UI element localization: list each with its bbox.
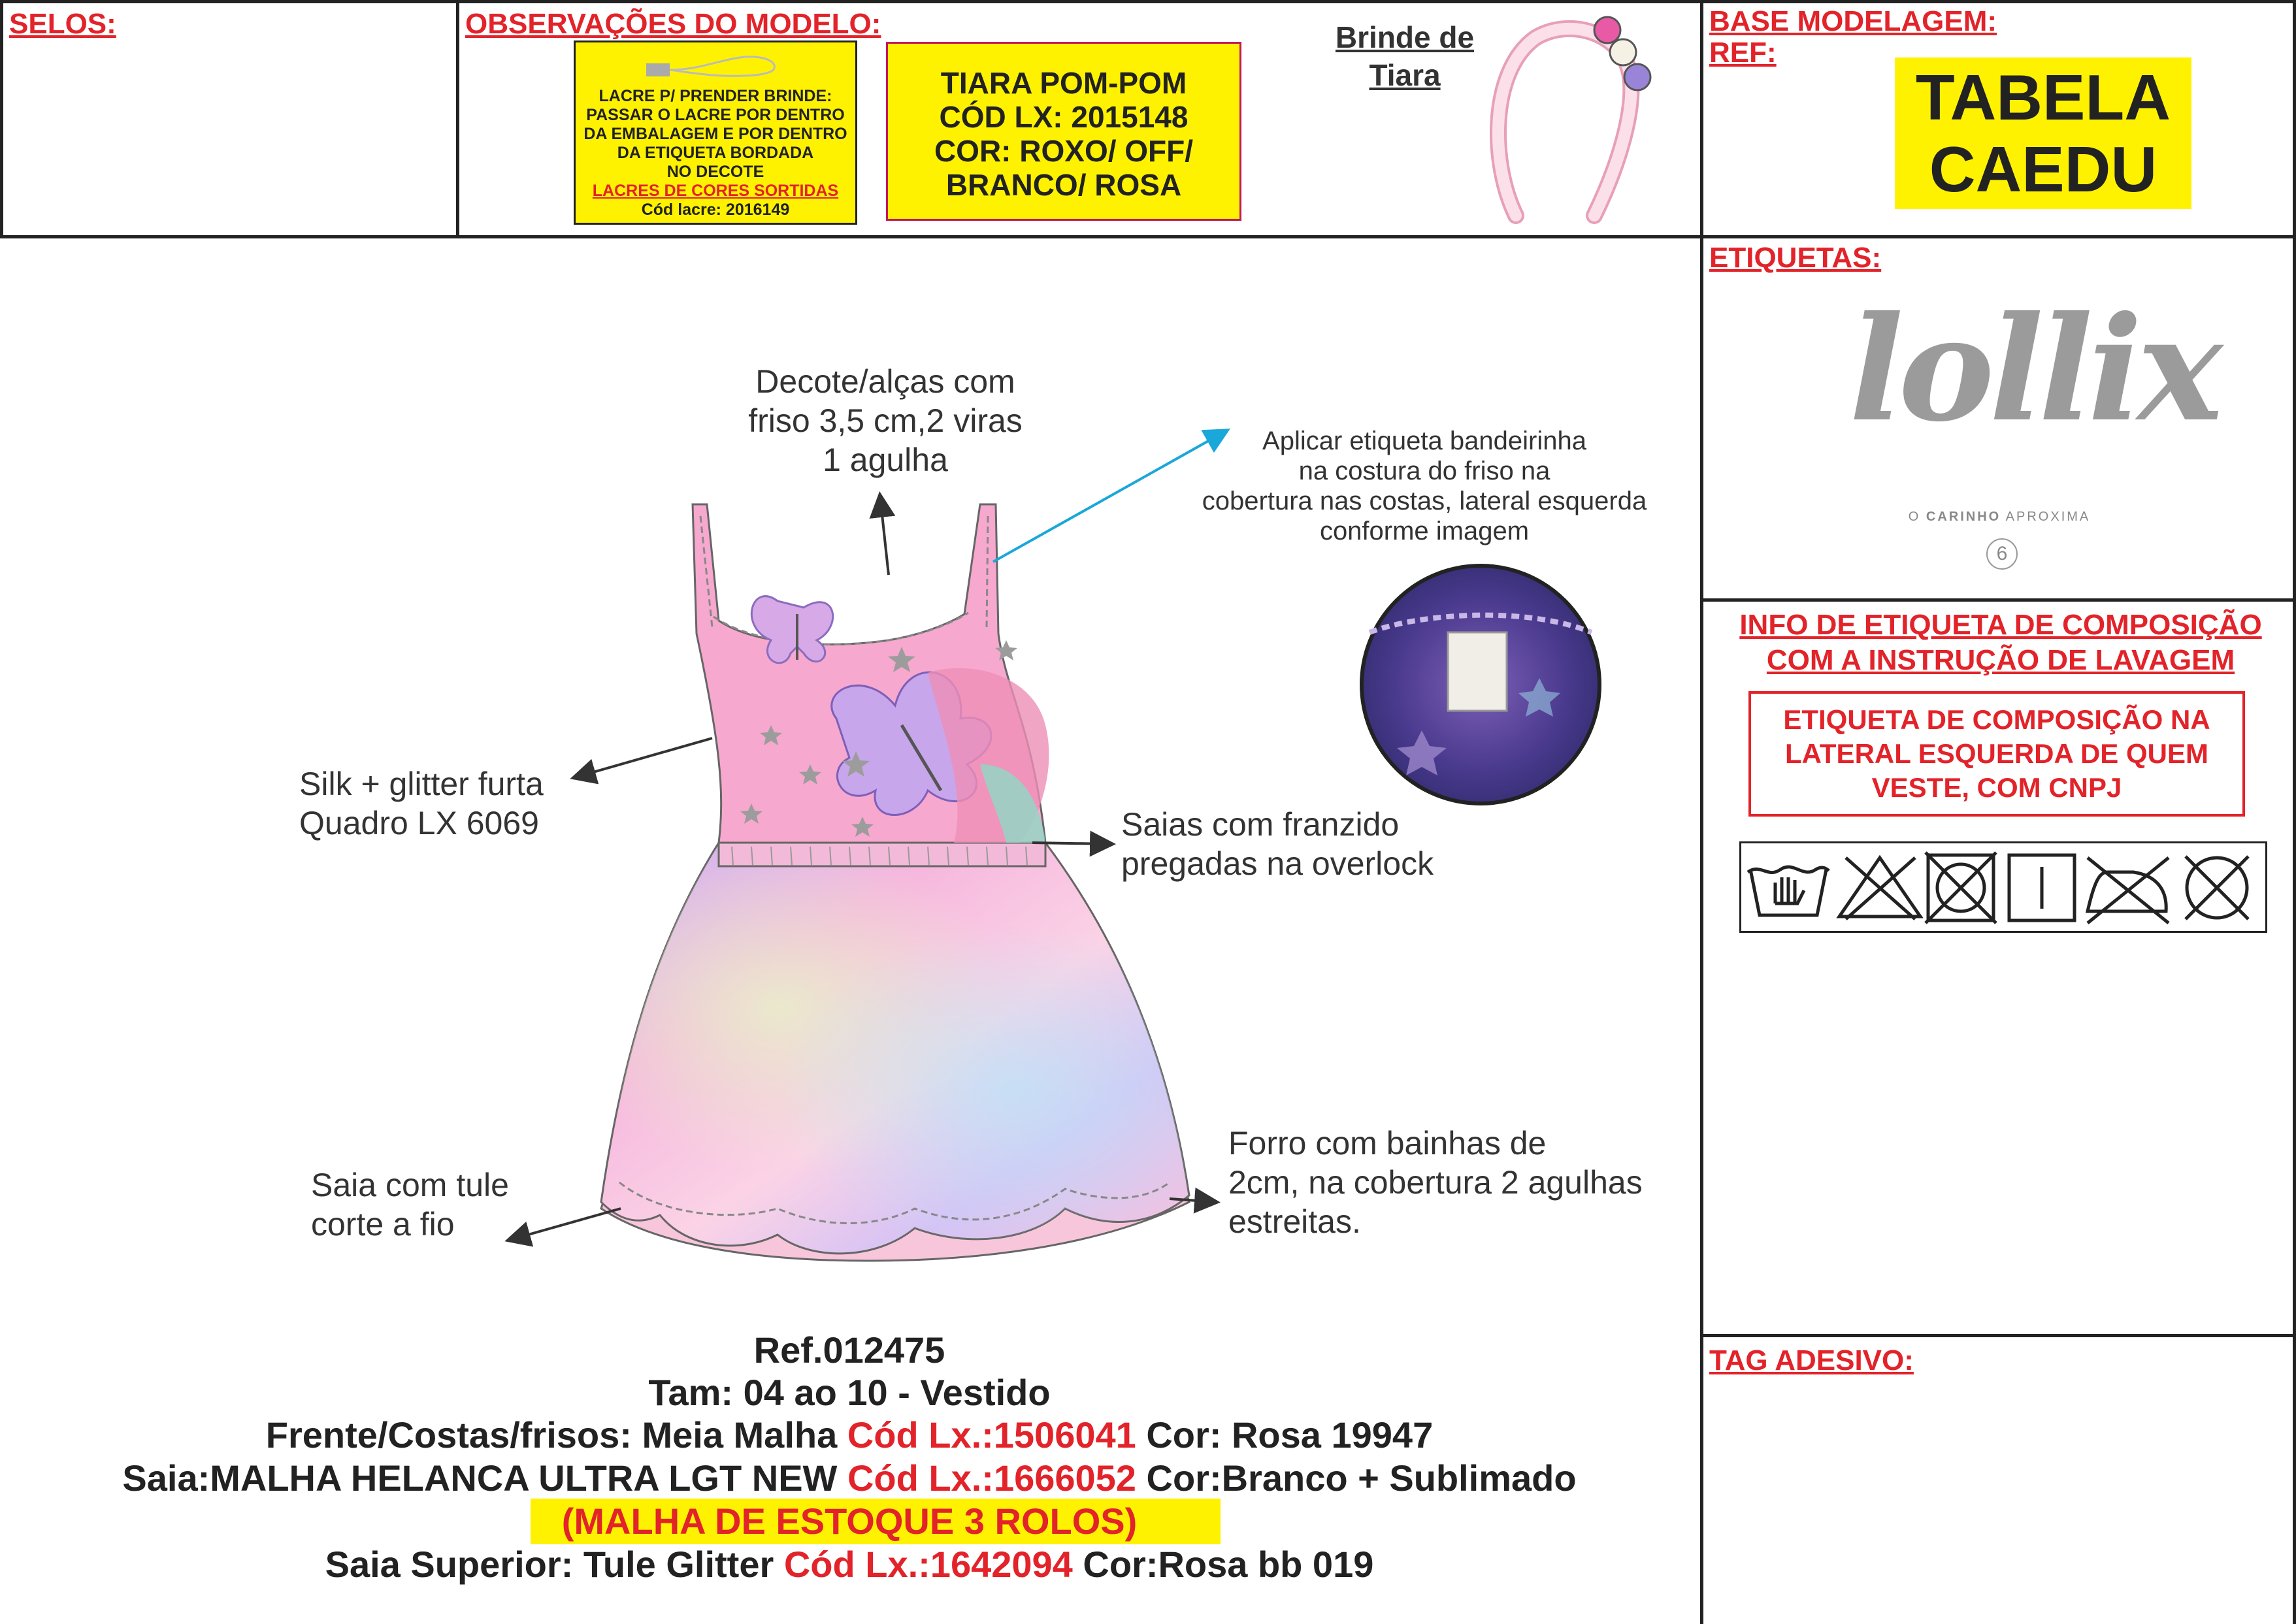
arrow-saias [1032,843,1111,844]
no-tumble-dry-icon [1926,853,1996,923]
note-silk: Silk + glitter furta Quadro LX 6069 [299,766,544,841]
tiara-line: BRANCO/ ROSA [945,168,1182,202]
spec-frente: Frente/Costas/frisos: Meia Malha Cód Lx.:1506041 Cor: Rosa 19947 [265,1414,1434,1455]
observacoes-label: OBSERVAÇÕES DO MODELO: [465,8,881,40]
lacre-line: DA EMBALAGEM E POR DENTRO [583,125,847,143]
composicao-line: ETIQUETA DE COMPOSIÇÃO NA [1783,704,2210,735]
spec-tam: Tam: 04 ao 10 - Vestido [648,1372,1051,1413]
sidebar-divider [1700,0,1703,1624]
composicao-line: VESTE, COM CNPJ [1871,772,2122,803]
lacre-line: PASSAR O LACRE POR DENTRO [586,106,845,124]
spec-estoque: (MALHA DE ESTOQUE 3 ROLOS) [561,1501,1138,1542]
care-symbols-strip [1739,841,2267,933]
tabela-line: CAEDU [1929,133,2157,205]
no-iron-icon [2088,858,2169,923]
brand-logo: lollix [1849,284,2218,453]
note-etiqueta: Aplicar etiqueta bandeirinha na costura do friso na cobertura nas costas, lateral esquerda conforme imagem [1202,427,1647,545]
composicao-box [1748,691,2245,817]
info-composicao-heading [1707,608,2295,678]
no-dry-clean-icon [2186,856,2248,919]
brinde-line: Tiara [1369,58,1441,92]
frame-right [2293,0,2296,1624]
no-bleach-icon [1839,858,1920,919]
arrow-silk [575,738,712,777]
arrow-forro [1170,1199,1215,1202]
tiara-line: TIARA POM-POM [940,66,1187,100]
note-forro: Forro com bainhas de 2cm, na cobertura 2 agulhas estreitas. [1228,1125,1643,1240]
etiquetas-label: ETIQUETAS: [1709,242,1882,274]
ref-label: REF: [1709,37,1777,69]
arrow-decote [880,496,889,575]
base-modelagem-label: BASE MODELAGEM: [1709,5,1997,37]
tag-adesivo-label: TAG ADESIVO: [1709,1344,1914,1376]
care-symbols [1741,843,2265,931]
note-saias: Saias com franzido pregadas na overlock [1121,806,1434,882]
lacre-line: NO DECOTE [666,163,764,181]
line-dry-icon [2009,855,2075,920]
info-line: COM A INSTRUÇÃO DE LAVAGEM [1766,644,2235,676]
lacre-line: LACRE P/ PRENDER BRINDE: [599,87,832,105]
lacre-sortidas: LACRES DE CORES SORTIDAS [592,182,839,200]
tabela-line: TABELA [1915,61,2171,133]
size-badge: 6 [1986,538,2018,570]
info-line: INFO DE ETIQUETA DE COMPOSIÇÃO [1739,609,2262,641]
note-decote: Decote/alças com friso 3,5 cm,2 viras 1 agulha [748,363,1023,478]
tabela-highlight [1895,57,2191,209]
tag-divider [1700,1334,2296,1337]
etiquetas-divider [1700,598,2296,602]
tiara-line: CÓD LX: 2015148 [939,100,1189,134]
brand-tagline: O CARINHO APROXIMA [1908,510,2091,524]
brinde-line: Brinde de [1335,20,1475,54]
note-tule: Saia com tule corte a fio [311,1167,509,1242]
spec-saia: Saia:MALHA HELANCA ULTRA LGT NEW Cód Lx.:1666052 Cor:Branco + Sublimado [122,1457,1577,1499]
spec-superior: Saia Superior: Tule Glitter Cód Lx.:1642094 Cor:Rosa bb 019 [325,1544,1374,1585]
lacre-codigo: Cód lacre: 2016149 [641,201,790,219]
hand-wash-icon [1748,867,1829,915]
tiara-line: COR: ROXO/ OFF/ [934,134,1194,168]
lacre-line: DA ETIQUETA BORDADA [617,144,814,162]
arrow-tule [510,1209,621,1240]
spec-ref: Ref.012475 [753,1329,945,1371]
selos-label: SELOS: [9,8,116,40]
composicao-line: LATERAL ESQUERDA DE QUEM [1785,738,2208,769]
